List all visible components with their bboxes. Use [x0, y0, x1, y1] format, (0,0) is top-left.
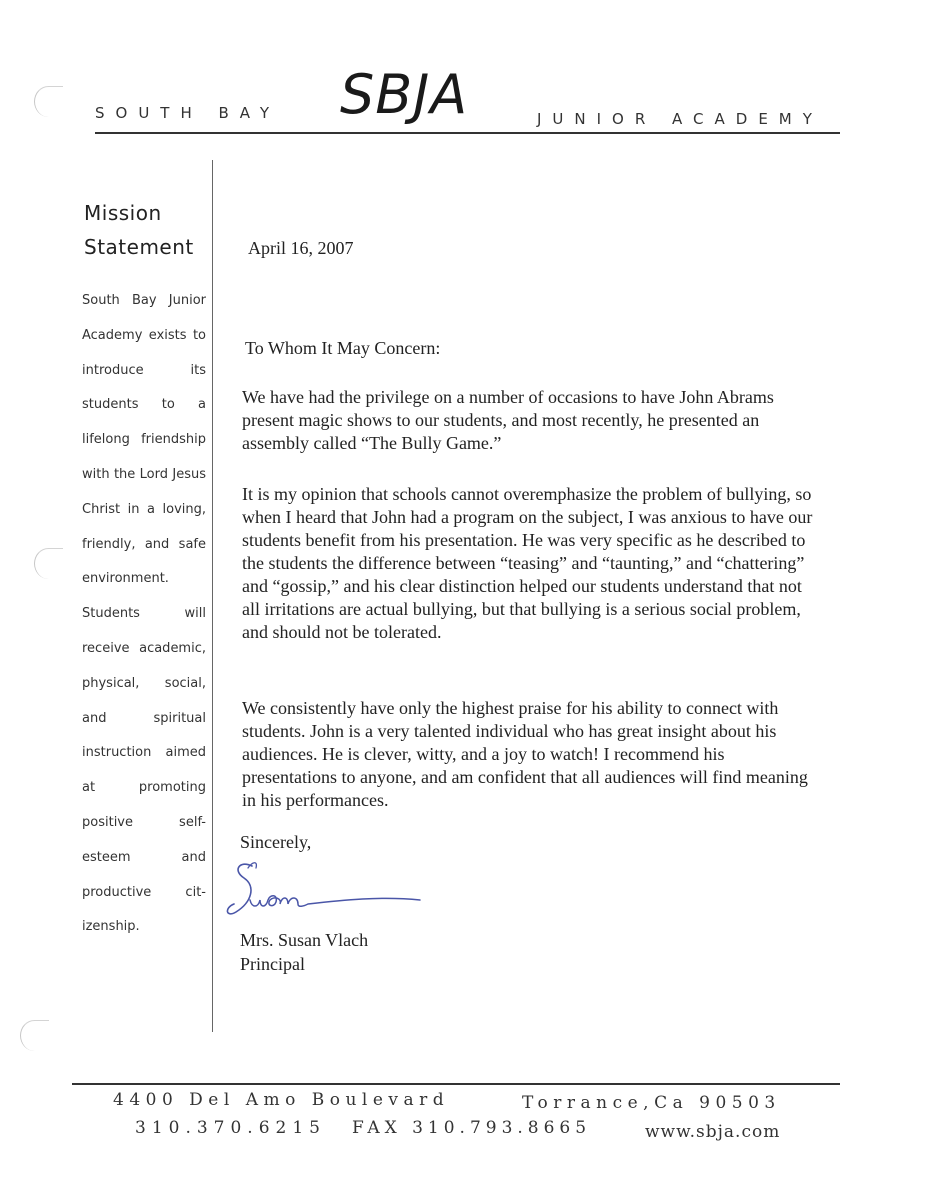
handwritten-signature	[222, 856, 432, 933]
footer-fax: FAX 310.793.8665	[352, 1118, 592, 1138]
footer-address: 4400 Del Amo Boulevard	[113, 1090, 450, 1110]
mission-statement-body: South Bay Junior Academy exists to introduce its students to a lifelong friendship with the Lord Jesus Christ in a loving, friendly, and safe environment. Students will receive academic, physical, social, and spiritual instruction aimed at promoting positive self-esteem and productive citizenship.	[82, 293, 206, 935]
mission-title-line2: Statement	[84, 235, 194, 259]
binder-hole-mark	[34, 86, 63, 117]
letterhead-left-text: SOUTH BAY	[95, 104, 281, 122]
footer-website[interactable]: www.sbja.com	[645, 1122, 781, 1142]
footer-divider	[72, 1083, 840, 1085]
letter-paragraph-3: We consistently have only the highest praise for his ability to connect with students. John is a very talented individual who has great insight about his audiences. He is clever, witty, and a joy to watch! I recommend his presentations to anyone, and am confident that all audiences will find meaning in his performances.	[242, 698, 808, 810]
mission-statement-title	[84, 196, 194, 264]
letter-salutation: To Whom It May Concern:	[245, 338, 441, 358]
footer-city: Torrance,Ca 90503	[522, 1093, 781, 1113]
letter-paragraph-2: It is my opinion that schools cannot overemphasize the problem of bullying, so when I heard that John had a program on the subject, I was anxious to have our students benefit from his presentation. He was very specific as he described to the students the difference between “teasing” and “taunting,” and “chattering” and “gossip,” and his clear distinction helped our students understand that not all irritations are actual bullying, but that bullying is a serious social problem, and should not be tolerated.	[242, 484, 813, 642]
sidebar-divider	[212, 160, 213, 1032]
letter-closing: Sincerely,	[240, 832, 312, 852]
binder-hole-mark	[34, 548, 63, 579]
signer-block	[240, 928, 368, 976]
letter-date: April 16, 2007	[248, 238, 354, 258]
mission-title-line1: Mission	[84, 201, 162, 225]
letterhead-right-text: JUNIOR ACADEMY	[537, 110, 823, 128]
signer-title: Principal	[240, 954, 305, 974]
school-logo: SBJA	[340, 63, 469, 126]
binder-hole-mark	[20, 1020, 49, 1051]
letterhead-divider	[95, 132, 840, 134]
letter-paragraph-1: We have had the privilege on a number of occasions to have John Abrams present magic shows to our students, and most recently, he presented an assembly called “The Bully Game.”	[242, 387, 774, 453]
signer-name: Mrs. Susan Vlach	[240, 930, 369, 950]
footer-phone: 310.370.6215	[135, 1118, 326, 1138]
